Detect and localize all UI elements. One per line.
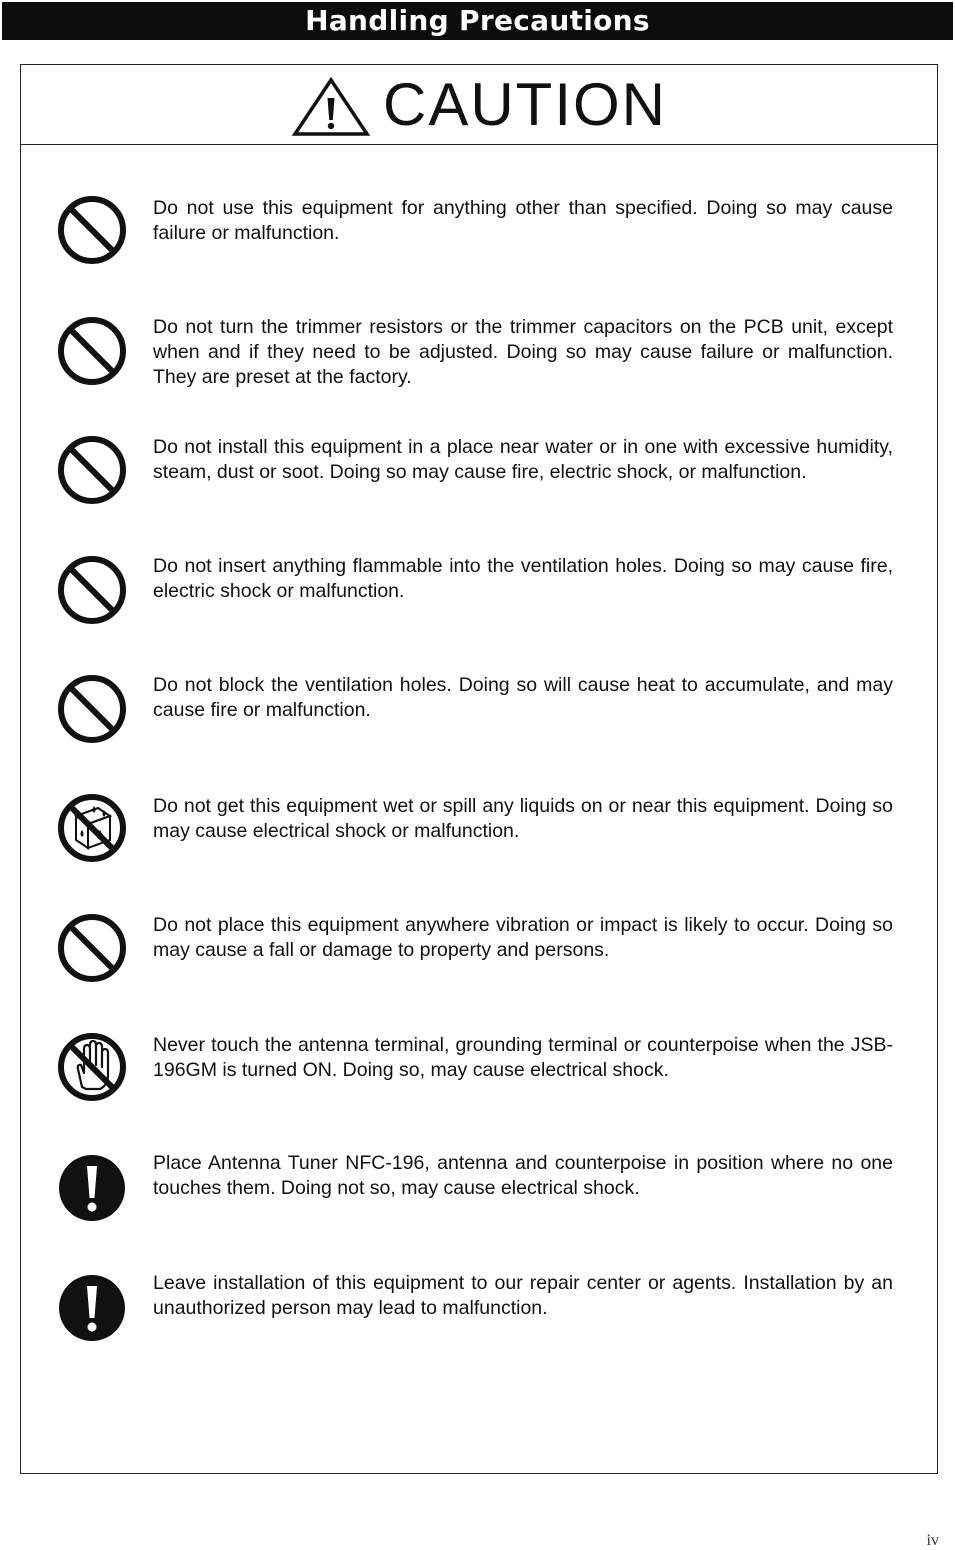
page-number: iv — [926, 1532, 939, 1549]
caution-label: CAUTION — [383, 70, 667, 138]
no-liquid-icon — [54, 790, 130, 866]
precaution-text: Do not insert anything flammable into the ventilation holes. Doing so may cause fire, electric shock or malfunction. — [153, 555, 893, 602]
prohibition-icon — [54, 313, 130, 389]
precaution-text: Do not place this equipment anywhere vibration or impact is likely to occur. Doing so may cause a fall or damage to property and persons. — [153, 914, 893, 961]
precaution-text: Leave installation of this equipment to our repair center or agents. Installation by an unauthorized person may lead to malfunction. — [153, 1272, 893, 1319]
mandatory-exclamation-icon — [54, 1270, 130, 1346]
caution-heading — [21, 65, 937, 145]
precaution-text: Do not turn the trimmer resistors or the trimmer capacitors on the PCB unit, except when and if they need to be adjusted. Doing so may cause failure or malfunction. They are preset at the factory. — [153, 316, 893, 388]
prohibition-icon — [54, 192, 130, 268]
precaution-text: Do not install this equipment in a place near water or in one with excessive humidity, steam, dust or soot. Doing so may cause fire, electric shock, or malfunction. — [153, 436, 893, 483]
precaution-text: Do not get this equipment wet or spill any liquids on or near this equipment. Doing so may cause electrical shock or malfunction. — [153, 795, 893, 842]
warning-triangle-icon — [291, 76, 371, 138]
mandatory-exclamation-icon — [54, 1150, 130, 1226]
prohibition-icon — [54, 671, 130, 747]
precaution-text: Do not block the ventilation holes. Doing so will cause heat to accumulate, and may cause fire or malfunction. — [153, 674, 893, 721]
prohibition-icon — [54, 432, 130, 508]
precaution-text: Place Antenna Tuner NFC-196, antenna and counterpoise in position where no one touches them. Doing not so, may cause electrical shock. — [153, 1152, 893, 1199]
precaution-text: Do not use this equipment for anything other than specified. Doing so may cause failure or malfunction. — [153, 197, 893, 244]
page-header: Handling Precautions — [2, 2, 953, 40]
no-touch-icon — [54, 1029, 130, 1105]
caution-frame — [20, 64, 938, 1474]
precaution-text: Never touch the antenna terminal, grounding terminal or counterpoise when the JSB-196GM is turned ON. Doing so, may cause electrical shock. — [153, 1034, 893, 1081]
prohibition-icon — [54, 910, 130, 986]
prohibition-icon — [54, 552, 130, 628]
